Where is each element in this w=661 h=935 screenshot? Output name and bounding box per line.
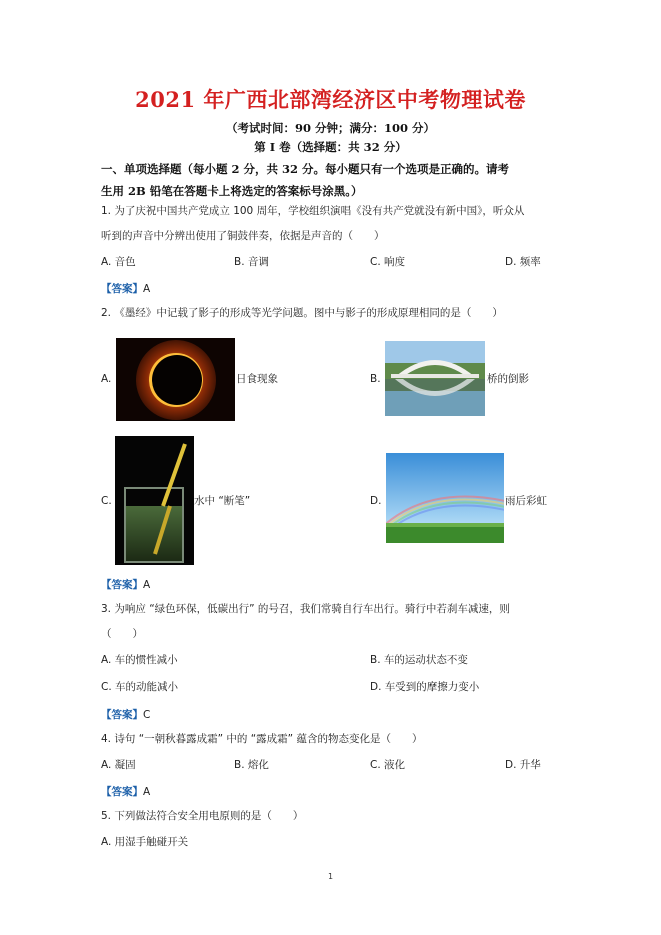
solar-eclipse-image bbox=[116, 338, 235, 421]
answer-tag: 【答案】 bbox=[101, 579, 143, 591]
exam-title: 2021 年广西北部湾经济区中考物理试卷 bbox=[135, 87, 526, 112]
question-2-stem: 2. 《墨经》中记载了影子的形成等光学问题。图中与影子的形成原理相同的是（ ） bbox=[101, 307, 503, 319]
question-4-answer bbox=[101, 784, 150, 799]
section-title: 第 I 卷（选择题：共 32 分） bbox=[254, 140, 407, 154]
question-3-option-d: D. 车受到的摩擦力变小 bbox=[370, 681, 480, 693]
question-2-option-d-caption: 雨后彩虹 bbox=[505, 495, 547, 507]
question-5-stem: 5. 下列做法符合安全用电原则的是（ ） bbox=[101, 810, 304, 822]
question-3-option-c: C. 车的动能减小 bbox=[101, 681, 179, 693]
rainbow-image bbox=[386, 453, 504, 543]
answer-tag: 【答案】 bbox=[101, 283, 143, 295]
question-3-option-a: A. 车的惯性减小 bbox=[101, 654, 178, 666]
question-3-answer bbox=[101, 707, 150, 722]
question-1-stem-line-1: 1. 为了庆祝中国共产党成立 100 周年，学校组织演唱《没有共产党就没有新中国》，听众从 bbox=[101, 205, 525, 217]
answer-value: A bbox=[143, 786, 151, 798]
question-1-stem-line-2: 听到的声音中分辨出使用了铜鼓伴奏，依据是声音的（ ） bbox=[101, 230, 385, 242]
broken-pencil-in-water-image bbox=[115, 436, 194, 565]
answer-tag: 【答案】 bbox=[101, 786, 143, 798]
question-4-stem: 4. 诗句 “一朝秋暮露成霜” 中的 “露成霜” 蕴含的物态变化是（ ） bbox=[101, 733, 423, 745]
question-2-option-c-letter: C. bbox=[101, 495, 112, 507]
question-1-option-b: B. 音调 bbox=[234, 256, 269, 268]
question-2-option-b-letter: B. bbox=[370, 373, 381, 385]
question-4-option-b: B. 熔化 bbox=[234, 759, 269, 771]
question-4-option-c: C. 液化 bbox=[370, 759, 406, 771]
question-1-answer bbox=[101, 281, 150, 296]
question-2-answer bbox=[101, 577, 150, 592]
question-2-option-c-caption: 水中 “断笔” bbox=[194, 495, 251, 507]
question-4-option-d: D. 升华 bbox=[505, 759, 541, 771]
answer-tag: 【答案】 bbox=[101, 709, 143, 721]
question-1-option-c: C. 响度 bbox=[370, 256, 406, 268]
question-3-stem-line-1: 3. 为响应 “绿色环保，低碳出行” 的号召，我们常骑自行车出行。骑行中若刹车减速，则 bbox=[101, 603, 510, 615]
question-2-option-b-caption: 桥的倒影 bbox=[487, 373, 529, 385]
question-5-option-a: A. 用湿手触碰开关 bbox=[101, 836, 189, 848]
question-3-stem-line-2: （ ） bbox=[101, 628, 143, 640]
question-2-option-d-letter: D. bbox=[370, 495, 382, 507]
instructions-line-1: 一、单项选择题（每小题 2 分，共 32 分。每小题只有一个选项是正确的。请考 bbox=[101, 162, 510, 176]
question-1-option-a: A. 音色 bbox=[101, 256, 136, 268]
answer-value: A bbox=[143, 579, 151, 591]
bridge-reflection-image bbox=[385, 341, 485, 416]
question-4-option-a: A. 凝固 bbox=[101, 759, 136, 771]
exam-subtitle: （考试时间：90 分钟；满分：100 分） bbox=[225, 121, 435, 135]
page-number: 1 bbox=[327, 872, 334, 881]
question-3-option-b: B. 车的运动状态不变 bbox=[370, 654, 468, 666]
question-2-option-a-caption: 日食现象 bbox=[236, 373, 278, 385]
question-2-option-a-letter: A. bbox=[101, 373, 112, 385]
answer-value: A bbox=[143, 283, 151, 295]
answer-value: C bbox=[143, 709, 151, 721]
section-instructions bbox=[101, 158, 571, 202]
question-1-option-d: D. 频率 bbox=[505, 256, 541, 268]
instructions-line-2: 生用 2B 铅笔在答题卡上将选定的答案标号涂黑。） bbox=[101, 184, 363, 198]
